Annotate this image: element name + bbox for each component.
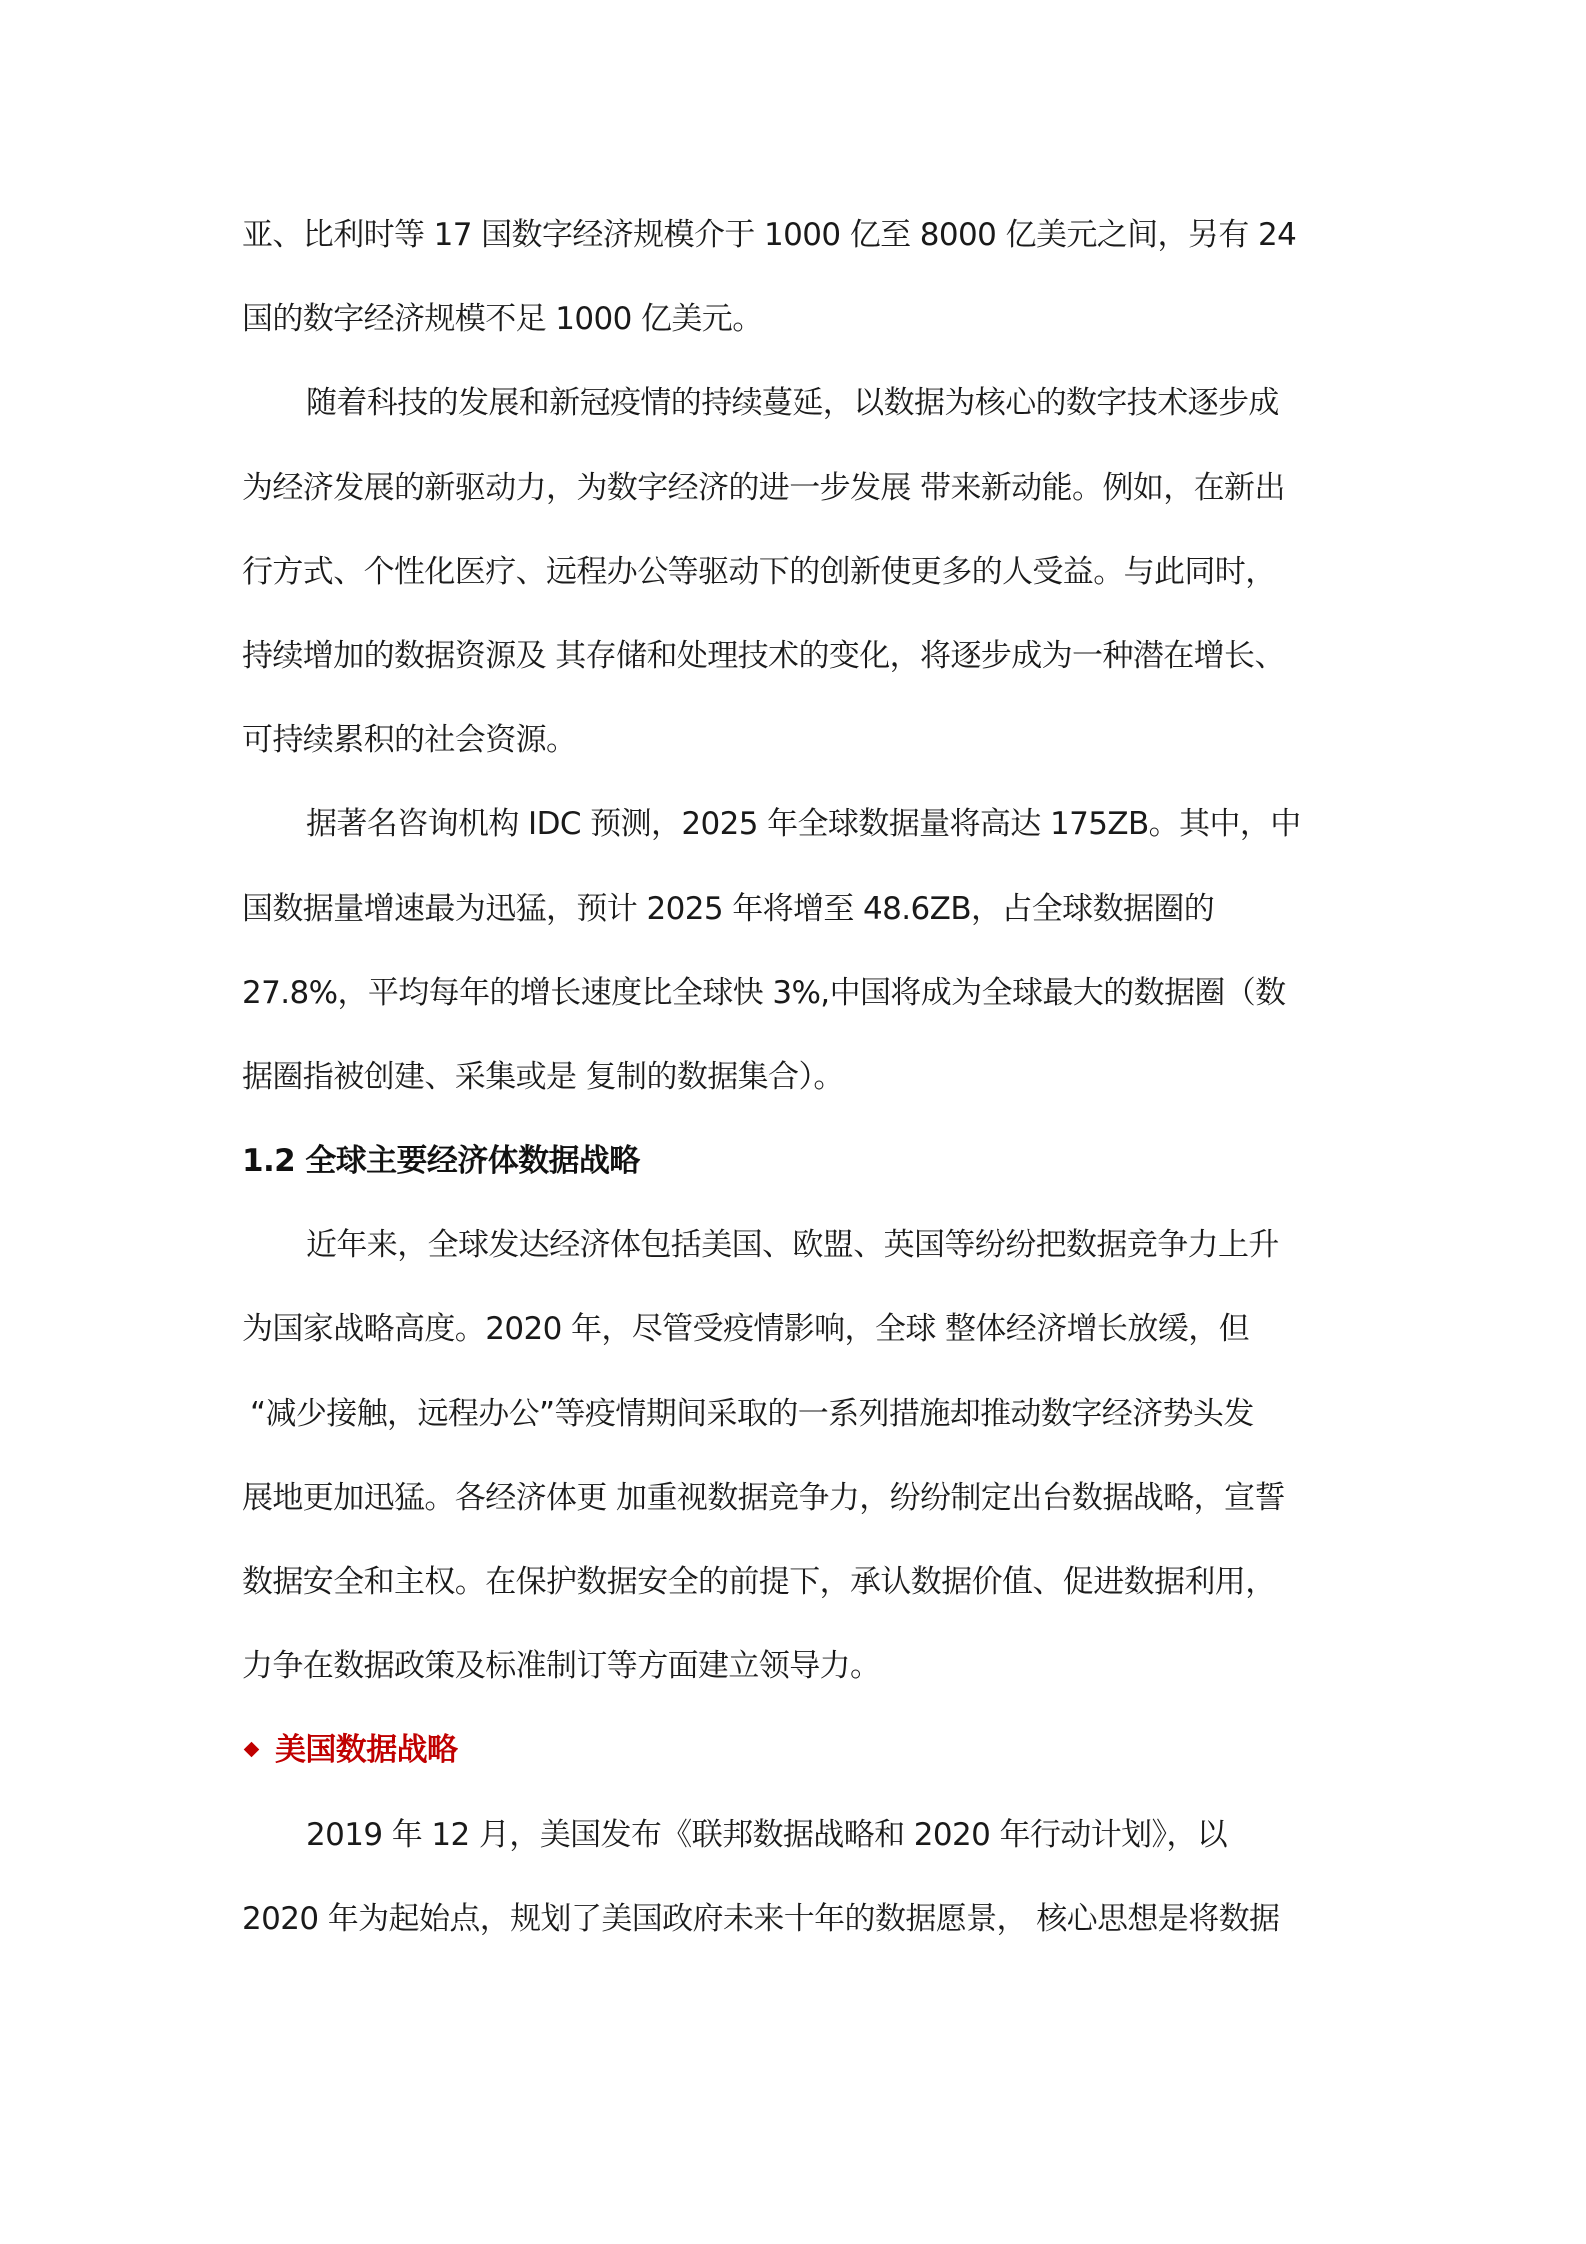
text-line: 2020 年为起始点，规划了美国政府未来十年的数据愿景， 核心思想是将数据 [242, 1900, 1280, 1937]
text-line: 27.8%，平均每年的增长速度比全球快 3%,中国将成为全球最大的数据圈（数 [242, 974, 1286, 1011]
text-line: 2019 年 12 月，美国发布《联邦数据战略和 2020 年行动计划》，以 [306, 1816, 1228, 1853]
text-line: 可持续累积的社会资源。 [242, 722, 577, 759]
subsection-heading-row [242, 1708, 1362, 1792]
text-line: 国数据量增速最为迅猛，预计 2025 年将增至 48.6ZB，占全球数据圈的 [242, 890, 1215, 927]
text-line: 据圈指被创建、采集或是 复制的数据集合）。 [242, 1058, 844, 1095]
text-line: 亚、比利时等 17 国数字经济规模介于 1000 亿至 8000 亿美元之间，另有 24 [242, 217, 1297, 253]
text-line: “减少接触，远程办公”等疫情期间采取的一系列措施却推动数字经济势头发 [250, 1395, 1254, 1432]
subsection-heading: 美国数据战略 [275, 1732, 458, 1769]
text-line: 国的数字经济规模不足 1000 亿美元。 [242, 301, 763, 338]
text-line: 为经济发展的新驱动力，为数字经济的进一步发展 带来新动能。例如，在新出 [242, 469, 1285, 506]
text-line: 近年来，全球发达经济体包括美国、欧盟、英国等纷纷把数据竞争力上升 [306, 1227, 1279, 1264]
text-line: 随着科技的发展和新冠疫情的持续蔓延，以数据为核心的数字技术逐步成 [306, 385, 1279, 422]
text-line: 数据安全和主权。在保护数据安全的前提下，承认数据价值、促进数据利用， [242, 1564, 1276, 1600]
text-line: 为国家战略高度。2020 年，尽管受疫情影响，全球 整体经济增长放缓，但 [242, 1311, 1249, 1348]
text-line: 展地更加迅猛。各经济体更 加重视数据竞争力，纷纷制定出台数据战略，宣誓 [242, 1479, 1285, 1516]
text-line: 据著名咨询机构 IDC 预测，2025 年全球数据量将高达 175ZB。其中，中 [306, 806, 1301, 843]
text-line: 持续增加的数据资源及 其存储和处理技术的变化，将逐步成为一种潜在增长、 [242, 637, 1285, 674]
text-line: 力争在数据政策及标准制订等方面建立领导力。 [242, 1648, 881, 1685]
section-heading: 1.2 全球主要经济体数据战略 [242, 1143, 640, 1180]
text-line: 行方式、个性化医疗、远程办公等驱动下的创新使更多的人受益。与此同时， [242, 553, 1276, 590]
diamond-bullet-icon [244, 1742, 260, 1758]
document-page [242, 193, 1362, 1961]
